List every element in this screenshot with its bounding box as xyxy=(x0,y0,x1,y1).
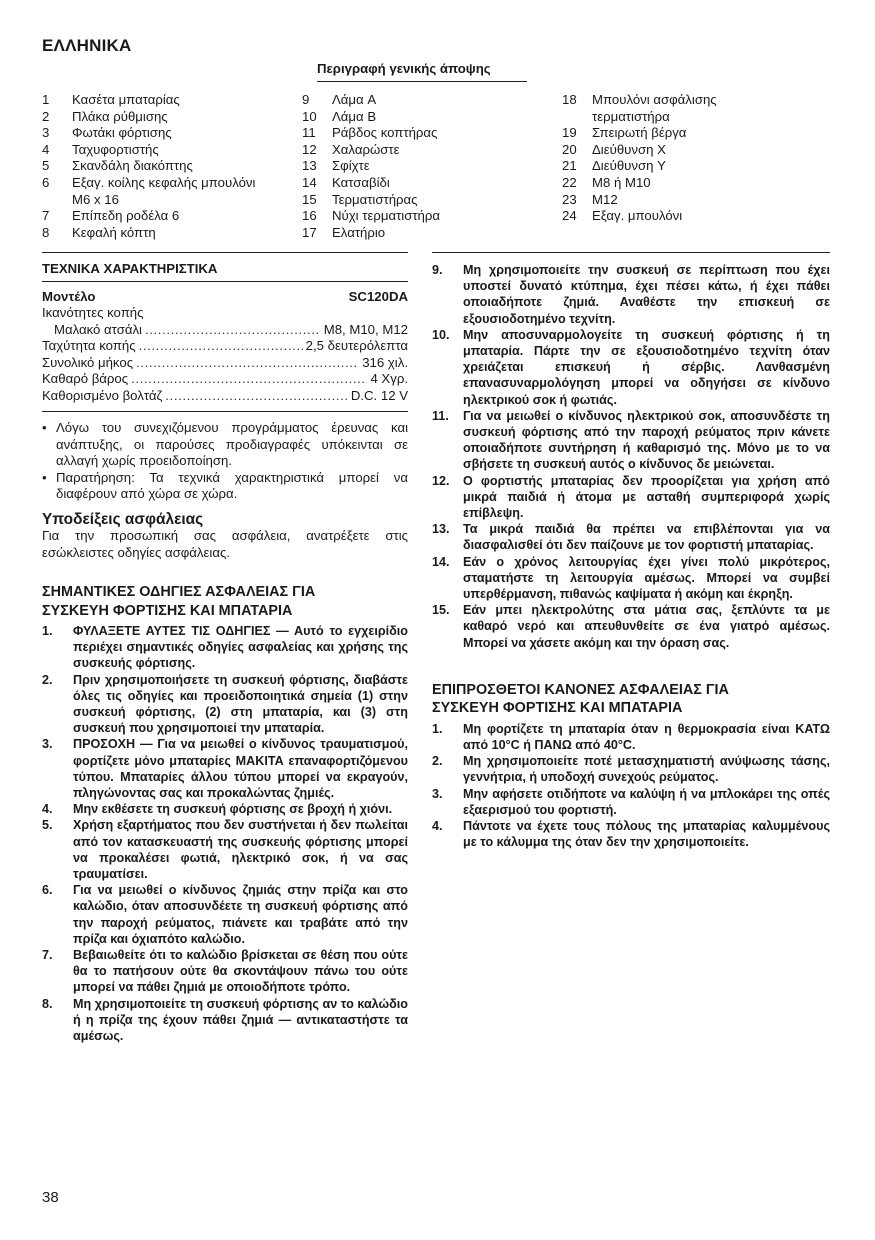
part-item: 2 Πλάκα ρύθμισης xyxy=(42,108,168,124)
list-item: 6. Για να μειωθεί ο κίνδυνος ζημιάς στην πρίζα και στο καλώδιο, όταν αποσυνδέετε τη συσκευή φόρτισης από την παροχή ρεύματος, πιάνετε και τραβάτε από την πρίζα και όχιαπότο καλώδιο. xyxy=(42,883,408,946)
right-column-top-rule xyxy=(432,252,830,253)
spec-row: Καθαρό βάρος ..... 4 Χγρ. xyxy=(42,371,408,388)
right-column xyxy=(432,262,830,851)
list-item: 8. Μη χρησιμοποιείτε τη συσκευή φόρτισης αν το καλώδιο ή η πρίζα της έχουν πάθει ζημιά — αντικαταστήστε τα αμέσως. xyxy=(42,996,408,1044)
list-item: 1. ΦΥΛΑΞΕΤΕ ΑΥΤΕΣ ΤΙΣ ΟΔΗΓΙΕΣ — Αυτό το εγχειρίδιο περιέχει σημαντικές οδηγίες ασφαλείας και χρήσης της συσκευής φόρτισης. xyxy=(42,624,408,671)
parts-list-col2 xyxy=(302,92,547,241)
part-item: 10 Λάμα B xyxy=(302,108,377,124)
part-item: 20 Διεύθυνση X xyxy=(562,141,666,157)
part-item: 18 Μπουλόνι ασφάλισης τερματιστήρα xyxy=(562,92,717,124)
parts-list-col1 xyxy=(42,92,272,241)
important-title-line1: ΣΗΜΑΝΤΙΚΕΣ ΟΔΗΓΙΕΣ ΑΣΦΑΛΕΙΑΣ ΓΙΑ xyxy=(42,584,316,600)
list-item: 4. Μην εκθέσετε τη συσκευή φόρτισης σε βροχή ή χιόνι. xyxy=(42,802,393,817)
part-item: 6 Εξαγ. κοίλης κεφαλής μπουλόνι M6 x 16 xyxy=(42,174,256,207)
list-item: 1. Μη φορτίζετε τη μπαταρία όταν η θερμοκρασία είναι ΚΑΤΩ από 10°C ή ΠΑΝΩ από 40°C. xyxy=(432,721,830,753)
general-view-title-underline xyxy=(317,81,527,82)
part-item: 13 Σφίχτε xyxy=(302,158,370,174)
part-item: 7 Επίπεδη ροδέλα 6 xyxy=(42,208,180,224)
list-item: 2. Μη χρησιμοποιείτε ποτέ μετασχηματιστή ανύψωσης τάσης, γεννήτρια, ή υποδοχή συνεχούς ρεύματος. xyxy=(432,754,830,785)
list-item: 2. Πριν χρησιμοποιήσετε τη συσκευή φόρτισης, διαβάστε όλες τις οδηγίες και προειδοποιητικά σημεία (1) στην συσκευή φόρτισης, (2) στη μπαταρία, και (3) στη συσκευή που χρησιμοποιεί την μπαταρία. xyxy=(42,672,408,736)
list-item: 4. Πάντοτε να έχετε τους πόλους της μπαταρίας καλυμμένους με το κάλυμμα της όταν δεν την χρησιμοποιείτε. xyxy=(432,819,830,850)
part-item: 16 Νύχι τερματιστήρα xyxy=(302,208,441,224)
specs-title-rule xyxy=(42,281,408,283)
safety-hints-text: Για την προσωπική σας ασφάλεια, ανατρέξετε στις εσώκλειστες οδηγίες ασφάλειας. xyxy=(42,528,408,560)
spec-row: Συνολικό μήκος ..... 316 χιλ. xyxy=(42,355,408,372)
page-number: 38 xyxy=(42,1189,59,1206)
part-item: 14 Κατσαβίδι xyxy=(302,174,390,190)
safety-hints-title: Υποδείξεις ασφάλειας xyxy=(42,510,204,528)
list-item: 13. Τα μικρά παιδιά θα πρέπει να επιβλέπονται για να διασφαλισθεί ότι δεν παίζουνε με τον φορτιστή μπαταρίας. xyxy=(432,522,830,553)
part-item: 21 Διεύθυνση Y xyxy=(562,158,666,174)
spec-note: • Λόγω του συνεχιζόμενου προγράμματος έρευνας και ανάπτυξης, οι παρούσες προδιαγραφές υπόκεινται σε αλλαγή χωρίς προειδοποίηση. xyxy=(42,420,408,468)
general-view-title: Περιγραφή γενικής άποψης xyxy=(317,61,491,76)
part-item: 19 Σπειρωτή βέργα xyxy=(562,125,687,141)
part-item: 11 Ράβδος κοπτήρας xyxy=(302,125,438,141)
additional-title xyxy=(432,681,830,718)
model-value: SC120DA xyxy=(348,288,408,304)
additional-title-line2: ΣΥΣΚΕΥΗ ΦΟΡΤΙΣΗΣ ΚΑΙ ΜΠΑΤΑΡΙΑ xyxy=(432,700,683,717)
part-item: 4 Ταχυφορτιστής xyxy=(42,141,159,157)
left-column xyxy=(42,261,408,1044)
list-item: 12. Ο φορτιστής μπαταρίας δεν προορίζεται για χρήση από μικρά παιδιά ή άτομα με ασταθή συμπεριφορά χωρίς επίβλεψη. xyxy=(432,473,830,521)
list-item: 9. Μη χρησιμοποιείτε την συσκευή σε περίπτωση που έχει υποστεί δυνατό κτύπημα, έχει πέσει κάτω, ή έχει πάθει οποιαδήποτε ζημιά. Αναθέστε την επισκευή σε εξουσιοδοτημένο τεχνίτη. xyxy=(432,263,830,326)
list-item: 7. Βεβαιωθείτε ότι το καλώδιο βρίσκεται σε θέση που ούτε θα το πατήσουν ούτε θα σκοντάψουν πάνω του ούτε μπορεί να πάθει ζημιά με οποιοδήποτε τρόπο. xyxy=(42,948,408,995)
part-item: 17 Ελατήριο xyxy=(302,224,386,240)
important-title-line2: ΣΥΣΚΕΥΗ ΦΟΡΤΙΣΗΣ ΚΑΙ ΜΠΑΤΑΡΙΑ xyxy=(42,602,293,619)
spec-row: Καθορισμένο βολτάζ ..... D.C. 12 V xyxy=(42,388,408,405)
important-list-continued xyxy=(432,262,830,651)
language-title: ΕΛΛΗΝΙΚΑ xyxy=(42,36,132,55)
model-label: Μοντέλο xyxy=(42,288,96,304)
spec-row: Μαλακό ατσάλι ..... M8, M10, M12 xyxy=(42,322,408,339)
list-item: 14. Εάν ο χρόνος λειτουργίας έχει γίνει πολύ μικρότερος, σταματήστε τη λειτουργία αμέσως. Μπορεί να συμβεί υπερθέρμανση, πιθανώς καψίματα ή ακόμη και έκρηξη. xyxy=(432,554,830,602)
part-item: 1 Κασέτα μπαταρίας xyxy=(42,92,180,107)
spec-row: Ταχύτητα κοπής ..... 2,5 δευτερόλεπτα xyxy=(42,338,408,355)
left-column-top-rule xyxy=(42,252,408,253)
part-item: 3 Φωτάκι φόρτισης xyxy=(42,125,172,141)
list-item: 3. ΠΡΟΣΟΧΗ — Για να μειωθεί ο κίνδυνος τραυματισμού, φορτίζετε μόνο μπαταρίες ΜΑΚΙΤΑ επαναφορτιζόμενου τύπου. Μπαταρίες άλλου τύπου μπορεί να εκραγούν, πληγώνοντας σας και προκαλώντας ζημιές. xyxy=(42,737,408,801)
list-item: 5. Χρήση εξαρτήματος που δεν συστήνεται ή δεν πωλείται από τον κατασκευαστή της συσκευής φόρτισης μπορεί να προκαλέσει φωτιά, ηλεκτρικό σοκ, ή να σας τραυματίσει. xyxy=(42,818,408,882)
capacity-label: Ικανότητες κοπής xyxy=(42,305,144,320)
specs-title: ΤΕΧΝΙΚΑ ΧΑΡΑΚΤΗΡΙΣΤΙΚΑ xyxy=(42,261,218,276)
part-item: 24 Εξαγ. μπουλόνι xyxy=(562,208,683,224)
spec-note: • Παρατήρηση: Τα τεχνικά χαρακτηριστικά μπορεί να διαφέρουν από χώρα σε χώρα. xyxy=(42,469,408,501)
list-item: 3. Μην αφήσετε οτιδήποτε να καλύψη ή να μπλοκάρει της οπές εξαερισμού του φορτιστή. xyxy=(432,786,830,817)
part-item: 9 Λάμα A xyxy=(302,92,377,107)
list-item: 11. Για να μειωθεί ο κίνδυνος ηλεκτρικού σοκ, αποσυνδέστε τη συσκευή φόρτισης από την παροχή ρεύματος πριν κάνετε οποιαδήποτε συντήρηση ή καθαρισμό της. Μόνο με το να σβήσετε τη συσκευή αυτός ο κίνδυνος δε μειώνεται. xyxy=(432,408,830,472)
list-item: 10. Μην αποσυναρμολογείτε τη συσκευή φόρτισης ή τη μπαταρία. Πάρτε την σε εξουσιοδοτημένο τεχνίτη όταν χρειάζεται επισκευή ή σέρβις. Λανθασμένη επανασυναρμολόγηση μπορεί να οδηγήσει σε κίνδυνο ηλεκτρικού σοκ ή φωτιάς. xyxy=(432,327,830,407)
model-row xyxy=(42,289,408,306)
part-item: 8 Κεφαλή κόπτη xyxy=(42,224,156,240)
spec-notes xyxy=(42,420,408,503)
part-item: 15 Τερματιστήρας xyxy=(302,191,418,207)
important-title xyxy=(42,583,408,620)
part-item: 5 Σκανδάλη διακόπτης xyxy=(42,158,193,174)
part-item: 23 M12 xyxy=(562,191,618,207)
additional-list xyxy=(432,721,830,851)
parts-list-col3 xyxy=(562,92,762,225)
additional-title-line1: ΕΠΙΠΡΟΣΘΕΤΟΙ ΚΑΝΟΝΕΣ ΑΣΦΑΛΕΙΑΣ ΓΙΑ xyxy=(432,681,729,698)
list-item: 15. Εάν μπει ηλεκτρολύτης στα μάτια σας, ξεπλύντε τα με καθαρό νερό και απευθυνθείτε σε ένα γιατρό αμέσως. Μπορεί να χάσετε ακόμη και την όραση σας. xyxy=(432,603,830,650)
specs-bottom-rule xyxy=(42,411,408,413)
part-item: 12 Χαλαρώστε xyxy=(302,141,400,157)
part-item: 22 M8 ή M10 xyxy=(562,174,651,190)
important-list xyxy=(42,623,408,1044)
